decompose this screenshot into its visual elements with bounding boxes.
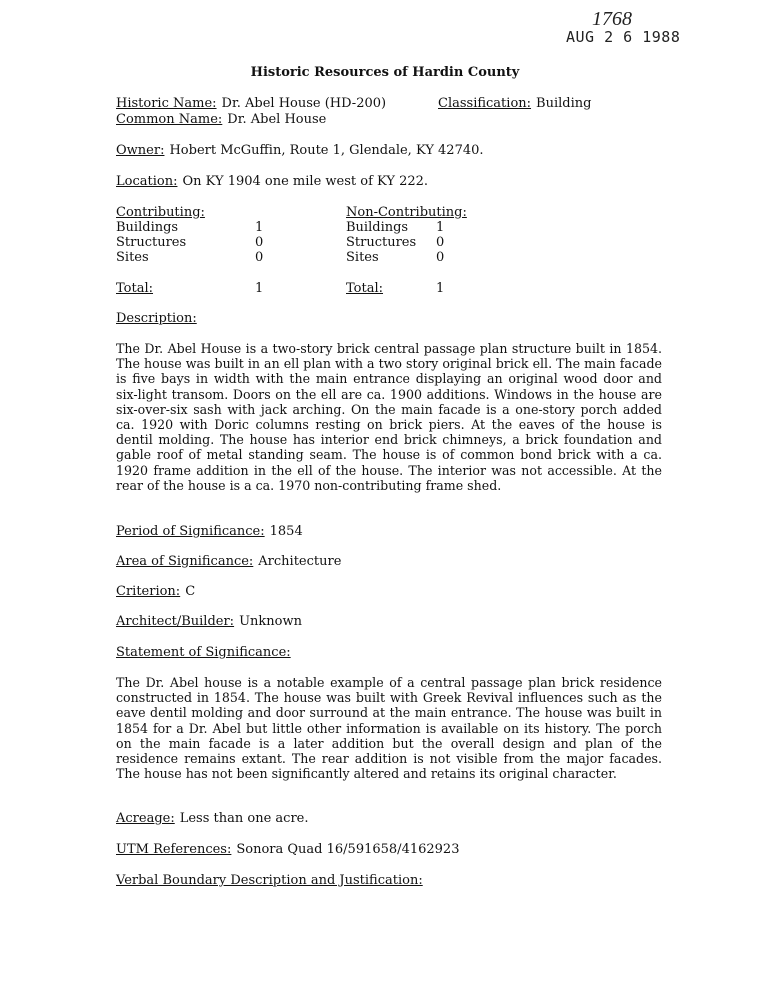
noncontributing-structures-label: Structures (346, 235, 417, 250)
historic-name-row (116, 96, 386, 111)
architect-row (116, 614, 302, 629)
classification-value: Building (536, 96, 592, 111)
boundary-heading: Verbal Boundary Description and Justification: (116, 873, 423, 888)
owner-value: Hobert McGuffin, Route 1, Glendale, KY 42740. (169, 143, 484, 158)
stamp-number: 1768 (592, 8, 632, 30)
contributing-total-label: Total: (116, 281, 154, 296)
contributing-sites-label: Sites (116, 250, 149, 265)
description-heading: Description: (116, 311, 197, 326)
contributing-structures-value: 0 (255, 235, 264, 250)
acreage-row (116, 811, 308, 826)
area-value: Architecture (258, 554, 342, 569)
owner-label: Owner: (116, 143, 165, 158)
description-text: The Dr. Abel House is a two-story brick central passage plan structure built in 1854. The house was built in an ell plan with a two story original brick ell. The main facade is five bays in width with the main entrance displaying an original wood door and six-light transom. Doors on the ell are ca. 1900 additions. Windows in the house are six-over-six sash with jack arching. On the main facade is a one-story porch added ca. 1920 with Doric columns resting on brick piers. At the eaves of the house is dentil molding. The house has interior end brick chimneys, a brick foundation and gable roof of metal standing seam. The house is of common bond brick with a ca. 1920 frame addition in the ell of the house. The interior was not accessible. At the rear of the house is a ca. 1970 non-contributing frame shed. (116, 341, 662, 493)
owner-row (116, 143, 484, 158)
contributing-buildings-label: Buildings (116, 220, 179, 235)
acreage-label: Acreage: (116, 811, 175, 826)
period-label: Period of Significance: (116, 524, 265, 539)
architect-value: Unknown (239, 614, 302, 629)
classification-row (438, 96, 591, 111)
classification-label: Classification: (438, 96, 532, 111)
noncontributing-buildings-label: Buildings (346, 220, 409, 235)
location-label: Location: (116, 174, 178, 189)
utm-label: UTM References: (116, 842, 232, 857)
criterion-value: C (185, 584, 196, 599)
contributing-sites-value: 0 (255, 250, 264, 265)
area-label: Area of Significance: (116, 554, 254, 569)
location-value: On KY 1904 one mile west of KY 222. (182, 174, 429, 189)
utm-value: Sonora Quad 16/591658/4162923 (236, 842, 460, 857)
historic-name-value: Dr. Abel House (HD-200) (221, 96, 387, 111)
noncontributing-total-value: 1 (436, 281, 445, 296)
period-row (116, 524, 303, 539)
contributing-total-value: 1 (255, 281, 264, 296)
noncontributing-sites-value: 0 (436, 250, 445, 265)
page-title: Historic Resources of Hardin County (250, 65, 520, 80)
statement-heading: Statement of Significance: (116, 645, 291, 660)
statement-text: The Dr. Abel house is a notable example of a central passage plan brick residence constructed in 1854. The house was built with Greek Revival influences such as the eave dentil molding and door surround at the main entrance. The house was built in 1854 for a Dr. Abel but little other information is available on its history. The porch on the main facade is a later addition but the overall design and plan of the residence remains extant. The rear addition is not visible from the major facades. The house has not been significantly altered and retains its original character. (116, 675, 662, 782)
acreage-value: Less than one acre. (179, 811, 309, 826)
common-name-row (116, 112, 326, 127)
noncontributing-header: Non-Contributing: (346, 205, 467, 220)
noncontributing-structures-value: 0 (436, 235, 445, 250)
area-row (116, 554, 341, 569)
noncontributing-total-label: Total: (346, 281, 384, 296)
location-row (116, 174, 428, 189)
utm-row (116, 842, 459, 857)
common-name-value: Dr. Abel House (227, 112, 327, 127)
historic-name-label: Historic Name: (116, 96, 217, 111)
criterion-row (116, 584, 195, 599)
architect-label: Architect/Builder: (116, 614, 235, 629)
noncontributing-buildings-value: 1 (436, 220, 445, 235)
criterion-label: Criterion: (116, 584, 181, 599)
contributing-header: Contributing: (116, 205, 205, 220)
contributing-buildings-value: 1 (255, 220, 264, 235)
common-name-label: Common Name: (116, 112, 223, 127)
period-value: 1854 (269, 524, 303, 539)
noncontributing-sites-label: Sites (346, 250, 379, 265)
contributing-structures-label: Structures (116, 235, 187, 250)
stamp-date: AUG 2 6 1988 (566, 28, 681, 46)
